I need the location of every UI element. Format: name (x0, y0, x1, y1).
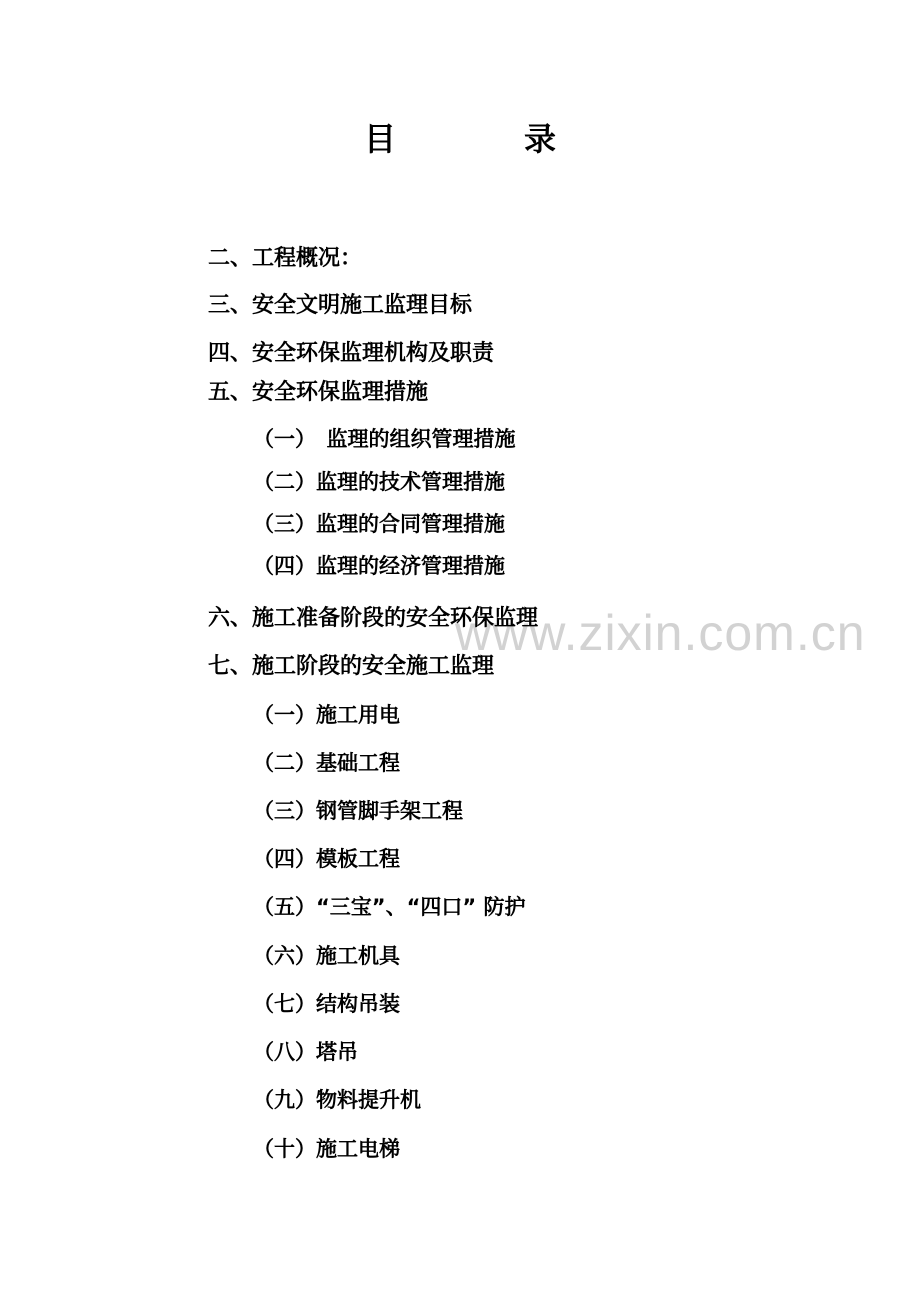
toc-subentry: （三）钢管脚手架工程 (253, 799, 463, 823)
toc-subentry: （八）塔吊 (253, 1040, 358, 1064)
toc-entry: 四、安全环保监理机构及职责 (208, 341, 495, 366)
toc-subentry: （五）“三宝”、“四口” 防护 (253, 895, 526, 919)
toc-subentry: （一）施工用电 (253, 703, 400, 727)
toc-subentry: （二）基础工程 (253, 751, 400, 775)
toc-entry: 二、工程概况： (208, 246, 363, 271)
toc-subentry: （三）监理的合同管理措施 (253, 512, 505, 536)
page-title: 目 录 (363, 120, 604, 158)
toc-subentry: （四）模板工程 (253, 847, 400, 871)
toc-subentry: （七）结构吊装 (253, 992, 400, 1016)
toc-entry: 七、施工阶段的安全施工监理 (208, 654, 495, 679)
toc-subentry: （九）物料提升机 (253, 1088, 421, 1112)
toc-entry: 六、施工准备阶段的安全环保监理 (208, 606, 539, 631)
toc-entry: 五、安全环保监理措施 (208, 380, 429, 405)
toc-subentry: （一） 监理的组织管理措施 (253, 427, 516, 451)
watermark: www.zixin.com.cn (455, 605, 866, 661)
toc-subentry: （四）监理的经济管理措施 (253, 554, 505, 578)
toc-subentry: （二）监理的技术管理措施 (253, 470, 505, 494)
toc-entry: 三、安全文明施工监理目标 (208, 293, 473, 318)
toc-subentry: （十）施工电梯 (253, 1137, 400, 1161)
toc-subentry: （六）施工机具 (253, 944, 400, 968)
